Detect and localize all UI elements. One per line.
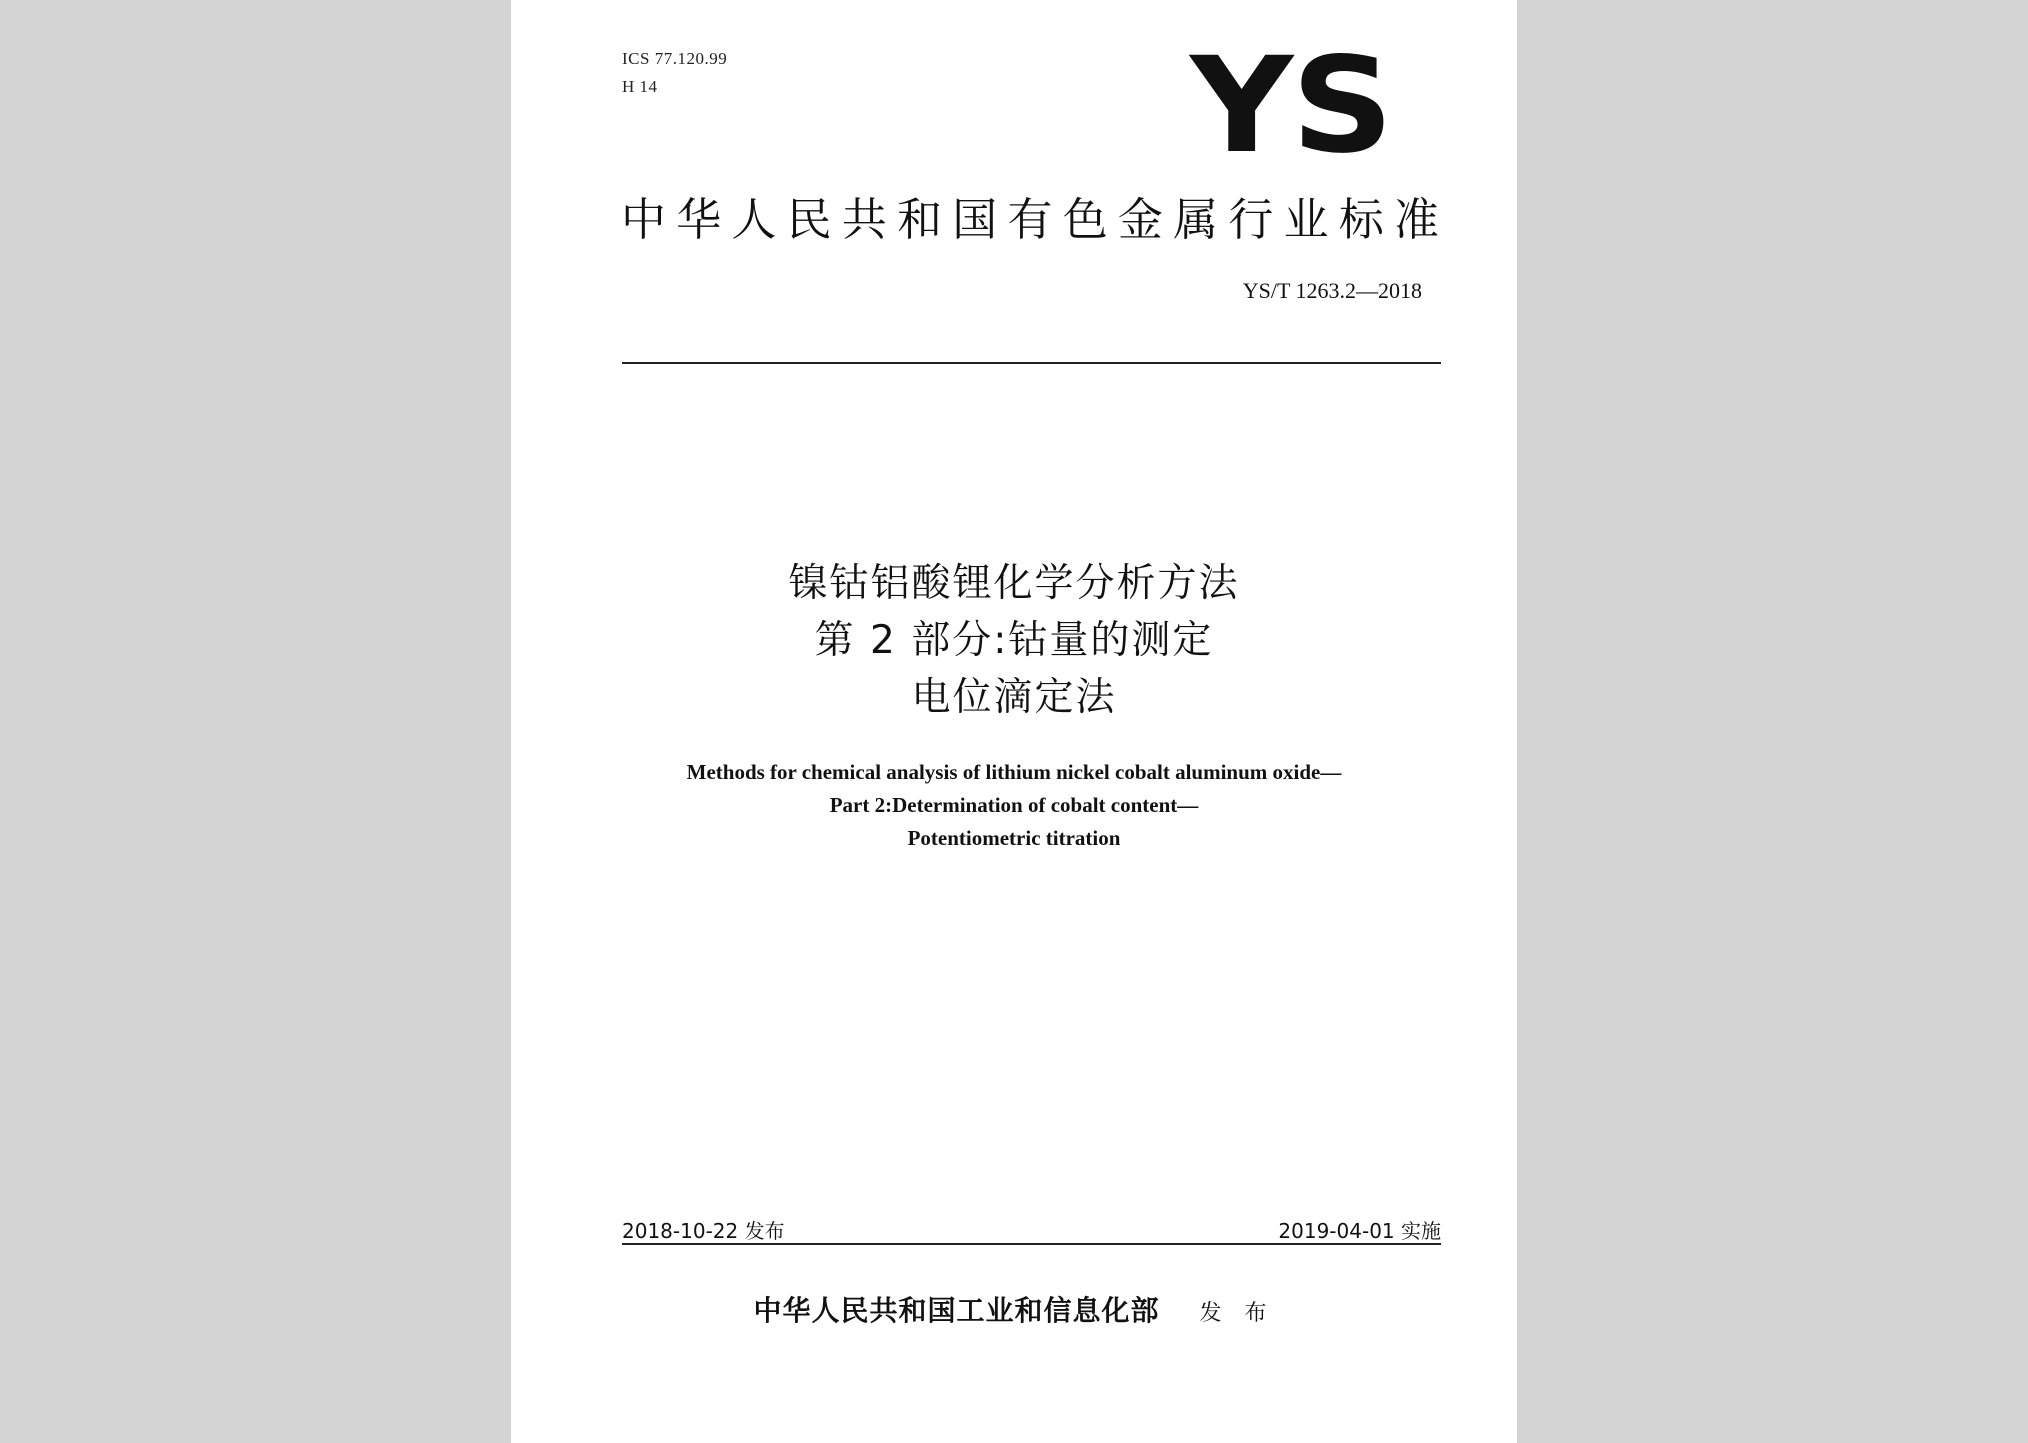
ccs-code: H 14: [622, 77, 658, 96]
english-title-line-1: Methods for chemical analysis of lithium nickel cobalt aluminum oxide—: [686, 760, 1342, 784]
chinese-title-line-1: 镍钴铝酸锂化学分析方法: [788, 561, 1240, 606]
standard-number: YS/T 1263.2—2018: [1242, 278, 1422, 303]
publisher-line: [511, 1289, 1517, 1329]
publish-action: 发 布: [1199, 1301, 1275, 1326]
ys-logo: YS: [1190, 29, 1392, 183]
standard-category-title: 中华人民共和国有色金属行业标准: [621, 193, 1441, 246]
english-title-line-2: Part 2:Determination of cobalt content—: [829, 793, 1199, 817]
header-divider: [622, 362, 1441, 364]
ics-code: ICS 77.120.99: [622, 49, 728, 68]
publisher-name: 中华人民共和国工业和信息化部: [753, 1294, 1160, 1327]
chinese-title: [511, 555, 1517, 726]
english-title-line-3: Potentiometric titration: [907, 826, 1121, 850]
footer-divider: [622, 1243, 1441, 1245]
chinese-title-line-2: 第 2 部分:钴量的测定: [814, 618, 1214, 663]
document-page: [511, 0, 1517, 1443]
english-title: [511, 756, 1517, 855]
issue-date: 2018-10-22 发布: [622, 1219, 785, 1243]
implementation-date: 2019-04-01 实施: [1278, 1219, 1441, 1243]
chinese-title-line-3: 电位滴定法: [911, 675, 1117, 720]
